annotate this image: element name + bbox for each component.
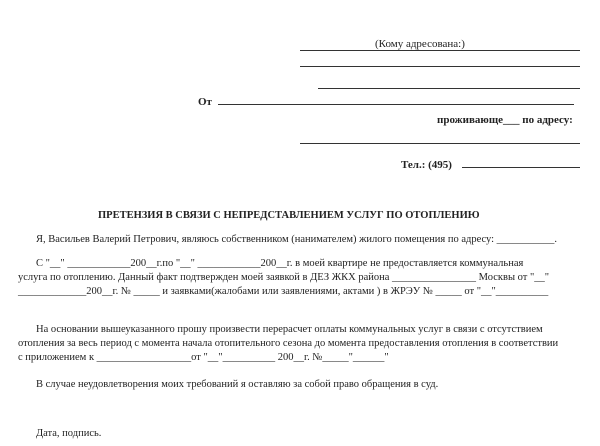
phone-line — [462, 167, 580, 168]
addressee-label: (Кому адресована:) — [375, 38, 465, 50]
para2-line-3: с приложением к __________________от "__"__________ 200__г. №_____"______" — [18, 352, 389, 363]
para2-line-2: отопления за весь период с момента начала отопительного сезона до момента предоставления отопления в соответствии — [18, 338, 559, 349]
signature-text: Дата, подпись. — [36, 428, 102, 439]
residing-label: проживающе___ по адресу: — [437, 114, 573, 126]
addressee-line-2 — [300, 66, 580, 67]
from-label: От — [198, 96, 212, 108]
document-title: ПРЕТЕНЗИЯ В СВЯЗИ С НЕПРЕДСТАВЛЕНИЕМ УСЛУГ ПО ОТОПЛЕНИЮ — [98, 210, 480, 221]
addressee-line-3 — [318, 88, 580, 89]
from-line — [218, 104, 574, 105]
address-line — [300, 143, 580, 144]
intro-text: Я, Васильев Валерий Петрович, являюсь собственником (нанимателем) жилого помещения по адресу: ___________. — [36, 234, 558, 245]
para2-line-1: На основании вышеуказанного прошу произвести перерасчет оплаты коммунальных услуг в связи с отсутствием — [36, 324, 543, 335]
para1-line-1: С "__" ____________200__г.по "__" ____________200__г. в моей квартире не предоставляется коммунальная — [36, 258, 524, 269]
para1-line-2: услуга по отоплению. Данный факт подтвержден моей заявкой в ДЕЗ ЖКХ района ________________ Москвы от "__" — [18, 272, 550, 283]
para1-line-3: _____________200__г. № _____ и заявками(жалобами или заявлениями, актами ) в ЖРЭУ № _____ от "__"__________ — [18, 286, 549, 297]
para3-text: В случае неудовлетворения моих требований я оставляю за собой право обращения в суд. — [36, 379, 439, 390]
phone-label: Тел.: (495) — [401, 159, 452, 171]
